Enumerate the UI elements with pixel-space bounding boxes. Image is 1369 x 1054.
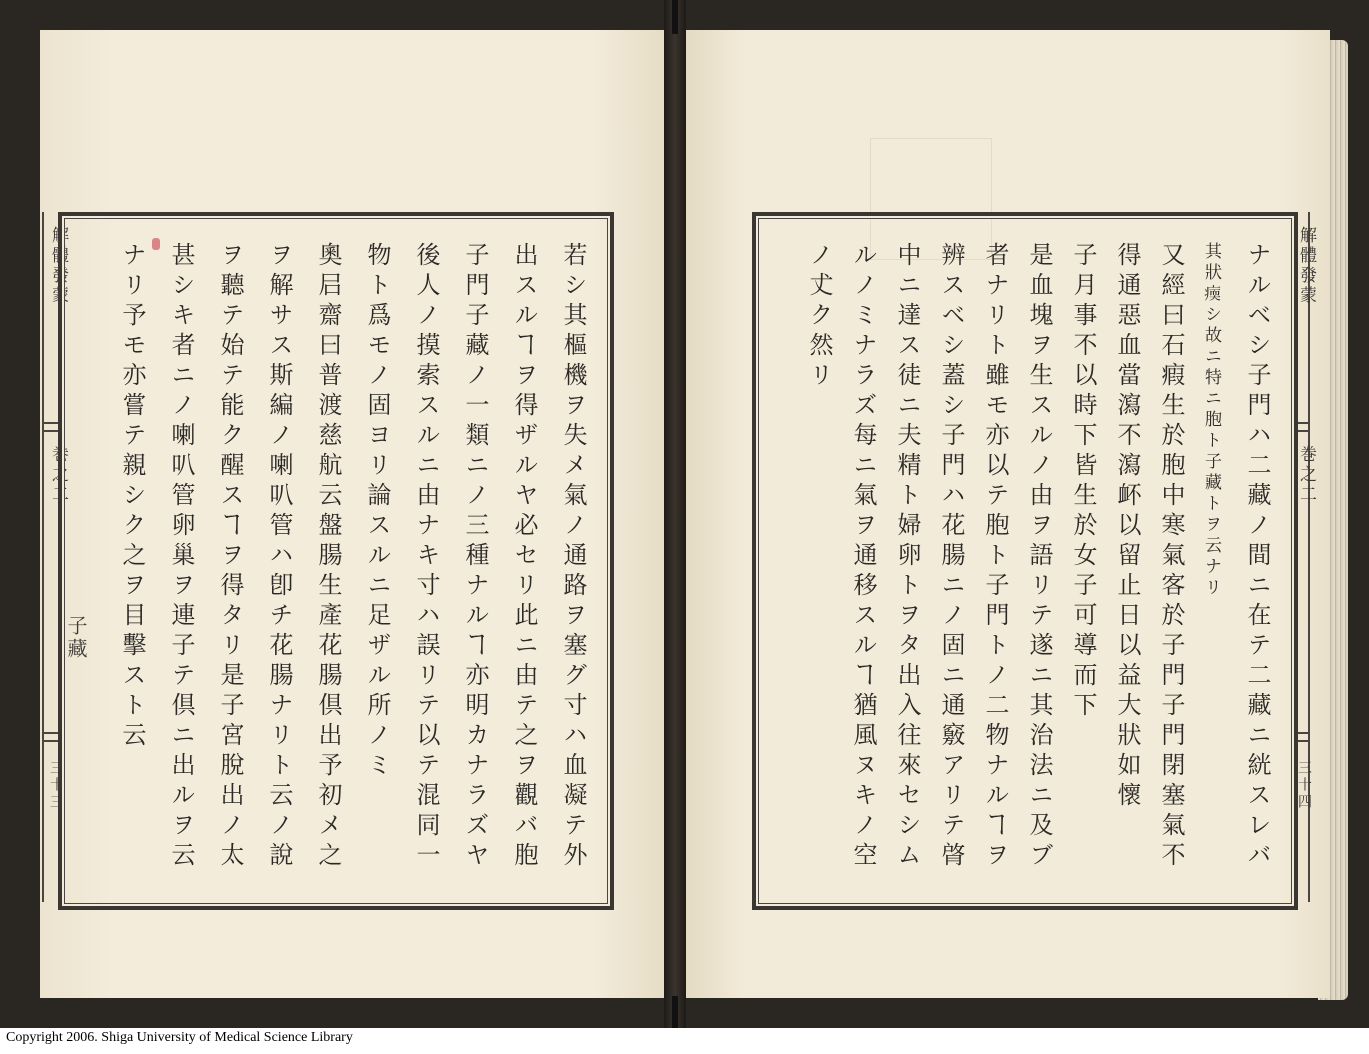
copyright-caption: Copyright 2006. Shiga University of Medical Science Library bbox=[6, 1030, 353, 1045]
left-text-column: 奧𡰪齋曰普渡慈航云盤腸生產花腸倶出予初メ之 bbox=[314, 242, 342, 872]
right-text-column: 又經曰石瘕生於胞中寒氣客於子門子門閉塞氣不 bbox=[1157, 242, 1185, 872]
left-text-column: ナリ予モ亦嘗テ親シク之ヲ目擊スト云 bbox=[118, 242, 146, 752]
right-volume-label: 巻之二 bbox=[1296, 445, 1316, 505]
left-text-column: 出スルヿヲ得ザルヤ必セリ此ニ由テ之ヲ觀バ胞 bbox=[510, 242, 538, 872]
binding-thread-top bbox=[672, 0, 678, 34]
right-text-column: 是血塊ヲ生スルノ由ヲ語リテ遂ニ其治法ニ及ブ bbox=[1025, 242, 1053, 872]
binding-thread-bottom bbox=[672, 996, 678, 1028]
right-text-column: 者ナリト雖モ亦以テ胞ト子門トノ二物ナルヿヲ bbox=[981, 242, 1009, 872]
right-text-frame bbox=[752, 212, 1298, 910]
right-running-header: 解體發蒙 bbox=[1296, 226, 1316, 306]
right-text-column: 得通惡血當瀉不瀉衃以留止日以益大狀如懷 bbox=[1113, 242, 1141, 812]
left-text-column: 後人ノ摸索スルニ由ナキ寸ハ誤リテ以テ混同一 bbox=[412, 242, 440, 872]
left-text-column: ヲ解サス斯編ノ喇叭管ハ卽チ花腸ナリト云ノ說 bbox=[265, 242, 293, 872]
left-folio: 三十三 bbox=[48, 760, 64, 811]
left-text-column: 若シ其樞機ヲ失メ氣ノ通路ヲ塞グ寸ハ血凝テ外 bbox=[559, 242, 587, 872]
right-text-column: 子月事不以時下皆生於女子可導而下 bbox=[1069, 242, 1097, 722]
left-section-label: 子藏 bbox=[64, 615, 88, 661]
left-text-column: ヲ聽テ始テ能ク醒スヿヲ得タリ是子宮脫出ノ太 bbox=[216, 242, 244, 872]
left-running-header: 解體發蒙 bbox=[48, 226, 68, 306]
right-text-column-small: 其狀𤸂シ故ニ特ニ胞ト子藏トヲ云ナリ bbox=[1201, 242, 1221, 599]
left-page bbox=[40, 30, 668, 998]
left-text-column: 甚シキ者ニノ喇叭管卵巢ヲ連子テ倶ニ出ルヲ云 bbox=[167, 242, 195, 872]
right-text-column: ノ𠀋ク然リ bbox=[805, 242, 833, 392]
left-text-frame bbox=[58, 212, 614, 910]
left-text-column: 子門子藏ノ一類ニノ三種ナルヿ亦明カナラズヤ bbox=[461, 242, 489, 872]
right-text-column: 辨スベシ蓋シ子門ハ花腸ニノ固ニ通竅アリテ䏿 bbox=[937, 242, 965, 872]
right-text-column: 中ニ達ス徒ニ夫精ト婦卵トヲタ出入往來セシム bbox=[893, 242, 921, 872]
right-folio: 三十四 bbox=[1296, 760, 1312, 811]
right-text-column: ルノミナラズ每ニ氣ヲ通移スルヿ猶風ヌキノ空 bbox=[849, 242, 877, 872]
right-page bbox=[680, 30, 1330, 998]
book-gutter bbox=[664, 0, 686, 1028]
left-volume-label: 巻之二 bbox=[48, 445, 68, 505]
right-text-column: ナルベシ子門ハ二藏ノ間ニ在テ二藏ニ絖スレバ bbox=[1243, 242, 1271, 872]
left-text-column: 物ト爲モノ固ヨリ論スルニ足ザル所ノミ bbox=[363, 242, 391, 782]
